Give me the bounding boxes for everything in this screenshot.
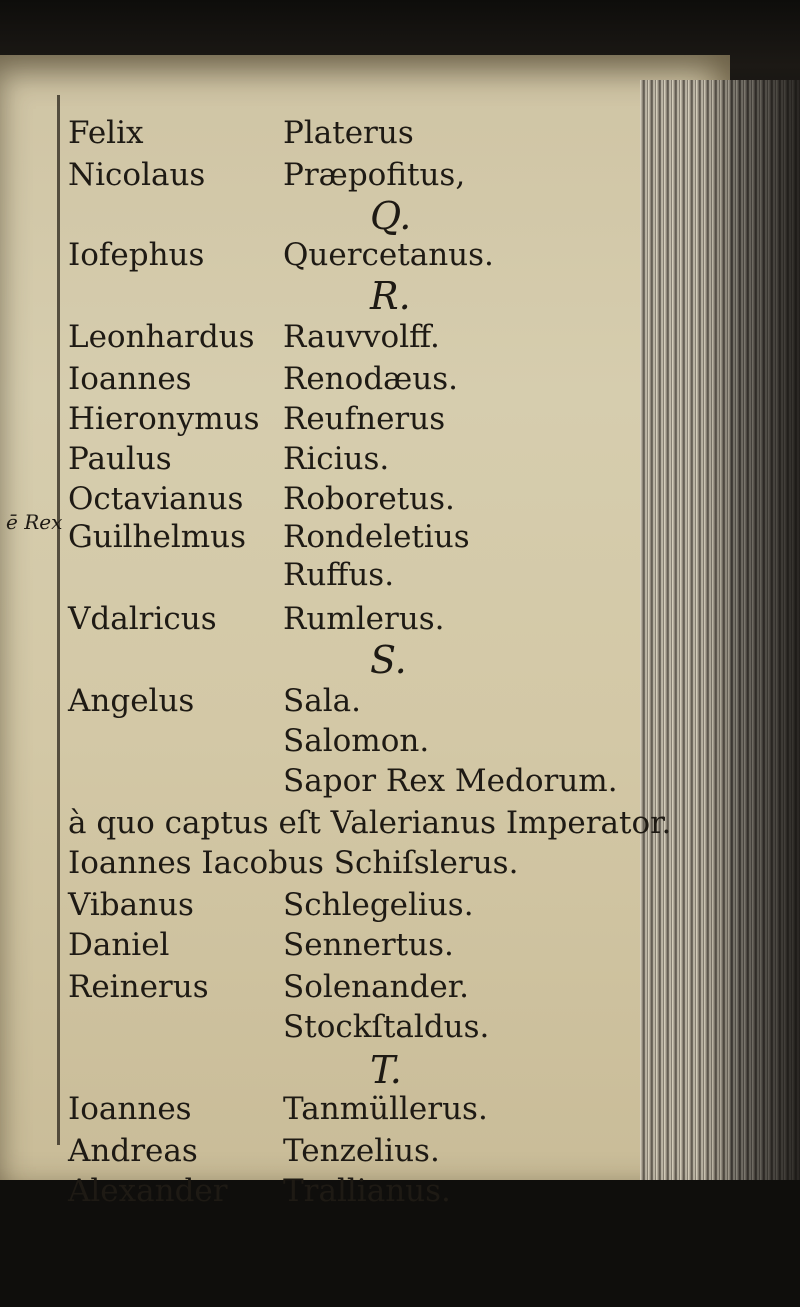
first-name: Reinerus bbox=[68, 969, 209, 1005]
first-name: Angelus bbox=[68, 683, 195, 719]
first-name: Iofephus bbox=[68, 237, 205, 273]
first-name: Paulus bbox=[68, 441, 172, 477]
first-name: Guilhelmus bbox=[68, 519, 247, 555]
last-name: Stockſtaldus. bbox=[283, 1009, 490, 1045]
first-name: Daniel bbox=[68, 927, 170, 963]
first-name: Alexander bbox=[68, 1173, 228, 1209]
last-name: Præpofitus, bbox=[283, 157, 466, 193]
last-name: Salomon. bbox=[283, 723, 430, 759]
page-edge-shadow bbox=[700, 80, 800, 1180]
last-name: Platerus bbox=[283, 115, 414, 151]
last-name: Schlegelius. bbox=[283, 887, 474, 923]
first-name: Felix bbox=[68, 115, 144, 151]
first-name: Vdalricus bbox=[68, 601, 217, 637]
margin-note: ē Rex bbox=[6, 510, 63, 534]
first-name: Nicolaus bbox=[68, 157, 206, 193]
last-name: Roboretus. bbox=[283, 481, 455, 517]
last-name: Rauvvolff. bbox=[283, 319, 440, 355]
last-name: Trallianus. bbox=[283, 1173, 451, 1209]
last-name: Sala. bbox=[283, 683, 361, 719]
left-margin-rule bbox=[57, 95, 60, 1145]
last-name: Reufnerus bbox=[283, 401, 446, 437]
last-name: Ruffus. bbox=[283, 557, 395, 593]
last-name: Solenander. bbox=[283, 969, 470, 1005]
full-line: à quo captus eſt Valerianus Imperator. bbox=[68, 805, 672, 841]
first-name: Hieronymus bbox=[68, 401, 260, 437]
section-letter: T. bbox=[370, 1048, 402, 1092]
last-name: Rumlerus. bbox=[283, 601, 445, 637]
first-name: Vibanus bbox=[68, 887, 194, 923]
first-name: Octavianus bbox=[68, 481, 244, 517]
first-name: Ioannes bbox=[68, 361, 192, 397]
first-name: Ioannes bbox=[68, 1091, 192, 1127]
first-name: Leonhardus bbox=[68, 319, 255, 355]
section-letter: Q. bbox=[370, 194, 412, 238]
section-letter: R. bbox=[370, 274, 411, 318]
last-name: Ricius. bbox=[283, 441, 390, 477]
last-name: Tanmüllerus. bbox=[283, 1091, 488, 1127]
last-name: Tenzelius. bbox=[283, 1133, 440, 1169]
last-name: Quercetanus. bbox=[283, 237, 494, 273]
last-name: Sennertus. bbox=[283, 927, 454, 963]
last-name: Rondeletius bbox=[283, 519, 470, 555]
full-line: Ioannes Iacobus Schiſslerus. bbox=[68, 845, 519, 881]
section-letter: S. bbox=[370, 638, 407, 682]
first-name: Andreas bbox=[68, 1133, 198, 1169]
last-name: Renodæus. bbox=[283, 361, 459, 397]
last-name: Sapor Rex Medorum. bbox=[283, 763, 618, 799]
